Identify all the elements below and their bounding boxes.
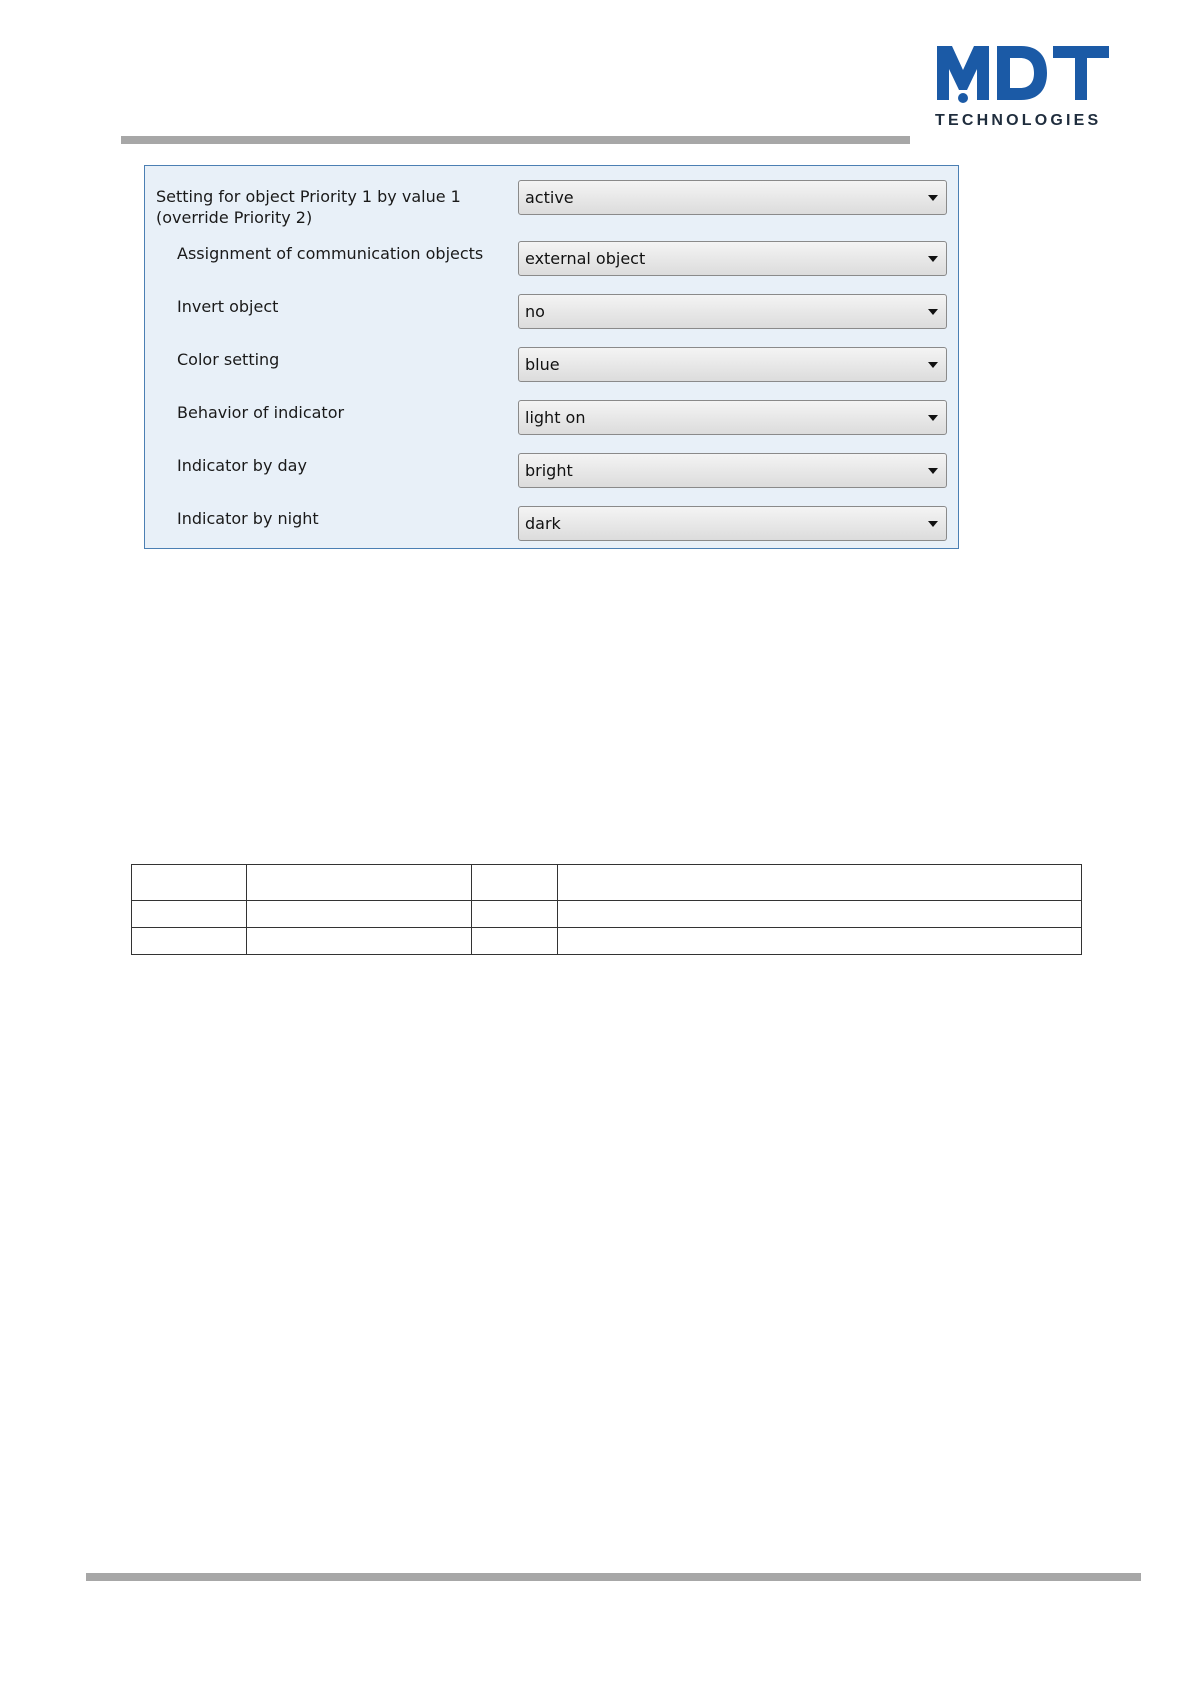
- brand-subtitle: TECHNOLOGIES: [935, 112, 1102, 129]
- parameter-dialog: [144, 165, 959, 549]
- chevron-down-icon: [928, 256, 938, 262]
- invert-dropdown[interactable]: [518, 294, 947, 329]
- color-dropdown[interactable]: [518, 347, 947, 382]
- param-label: Assignment of communication objects: [177, 244, 484, 263]
- chevron-down-icon: [928, 309, 938, 315]
- param-label: Setting for object Priority 1 by value 1 (override Priority 2): [156, 187, 461, 227]
- table-cell: [558, 928, 1082, 955]
- chevron-down-icon: [928, 415, 938, 421]
- mdt-logo: [935, 44, 1111, 104]
- param-label: Indicator by day: [177, 456, 307, 475]
- table-cell: [472, 901, 558, 928]
- dropdown-value: external object: [525, 249, 646, 268]
- table-row: [132, 865, 1082, 901]
- table-cell: [472, 928, 558, 955]
- dropdown-value: bright: [525, 461, 573, 480]
- night-dropdown[interactable]: [518, 506, 947, 541]
- mdt-logo-graphic: [935, 44, 1111, 104]
- table-cell: [132, 928, 247, 955]
- dropdown-value: active: [525, 188, 574, 207]
- chevron-down-icon: [928, 468, 938, 474]
- param-label: Indicator by night: [177, 509, 319, 528]
- param-label: Color setting: [177, 350, 280, 369]
- dropdown-value: no: [525, 302, 545, 321]
- table-cell: [558, 865, 1082, 901]
- day-dropdown[interactable]: [518, 453, 947, 488]
- table-cell: [247, 928, 472, 955]
- table-cell: [558, 901, 1082, 928]
- chevron-down-icon: [928, 195, 938, 201]
- table-row: [132, 901, 1082, 928]
- object-table: [131, 864, 1082, 955]
- assignment-dropdown[interactable]: [518, 241, 947, 276]
- footer-divider: [86, 1573, 1141, 1581]
- chevron-down-icon: [928, 521, 938, 527]
- behavior-dropdown[interactable]: [518, 400, 947, 435]
- param-label: Behavior of indicator: [177, 403, 345, 422]
- chevron-down-icon: [928, 362, 938, 368]
- table-row: [132, 928, 1082, 955]
- table-cell: [132, 901, 247, 928]
- table-cell: [472, 865, 558, 901]
- table-cell: [247, 901, 472, 928]
- dropdown-value: light on: [525, 408, 586, 427]
- header-divider: [121, 136, 910, 144]
- dropdown-value: dark: [525, 514, 561, 533]
- table-cell: [132, 865, 247, 901]
- dropdown-value: blue: [525, 355, 560, 374]
- table-cell: [247, 865, 472, 901]
- param-label: Invert object: [177, 297, 279, 316]
- priority-dropdown[interactable]: [518, 180, 947, 215]
